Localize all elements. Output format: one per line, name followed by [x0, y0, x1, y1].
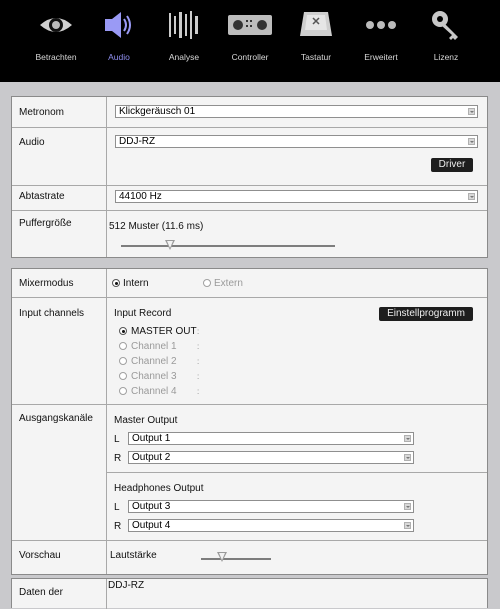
tab-audio[interactable]	[87, 0, 151, 82]
tab-analyse[interactable]	[152, 0, 216, 82]
device-data-label: Daten der	[19, 587, 63, 598]
headphones-l-label: L	[114, 502, 120, 513]
buffer-size-slider-thumb[interactable]	[165, 240, 175, 250]
preferences-toolbar	[0, 0, 500, 82]
buffer-size-row	[12, 211, 487, 257]
tab-betrachten[interactable]	[24, 0, 88, 82]
mixer-mode-row	[12, 269, 487, 297]
input-channel-2-radio[interactable]	[119, 357, 127, 365]
input-channels-label: Input channels	[19, 308, 85, 319]
setup-utility-button[interactable]: Einstellprogramm	[379, 307, 473, 321]
input-channel-3-radio[interactable]	[119, 372, 127, 380]
chevron-down-icon	[404, 522, 411, 529]
input-channel-4-label: Channel 4	[131, 386, 177, 397]
chevron-down-icon	[468, 108, 475, 115]
audio-device-section	[11, 96, 488, 258]
input-channel-2-label: Channel 2	[131, 356, 177, 367]
key-icon	[414, 8, 478, 42]
master-output-title: Master Output	[114, 415, 178, 426]
preview-row	[12, 541, 487, 574]
driver-button[interactable]: Driver	[431, 158, 473, 172]
headphones-output-title: Headphones Output	[114, 483, 204, 494]
preview-volume-label: Lautstärke	[110, 550, 157, 561]
master-l-label: L	[114, 434, 120, 445]
tab-label: Audio	[108, 52, 130, 62]
tab-label: Betrachten	[35, 52, 77, 62]
buffer-size-value: 512 Muster (11.6 ms)	[109, 221, 204, 232]
tab-controller[interactable]	[218, 0, 282, 82]
input-channel-1-label: Channel 1	[131, 341, 177, 352]
mixer-mode-intern-label: Intern	[123, 278, 149, 289]
mixer-mode-intern-radio[interactable]	[112, 279, 120, 287]
tab-label: Lizenz	[433, 52, 459, 62]
tab-label: Controller	[231, 52, 269, 62]
headphones-output-l-dropdown[interactable]: Output 3	[128, 500, 414, 513]
tab-lizenz[interactable]	[414, 0, 478, 82]
headphones-output-r-dropdown[interactable]: Output 4	[128, 519, 414, 532]
input-channel-4-radio[interactable]	[119, 387, 127, 395]
device-data-section	[11, 578, 488, 608]
sample-rate-row	[12, 186, 487, 210]
tab-label: Analyse	[168, 52, 200, 62]
routing-section	[11, 268, 488, 575]
device-data-value: DDJ-RZ	[108, 580, 145, 591]
master-output-l-dropdown[interactable]: Output 1	[128, 432, 414, 445]
audio-label: Audio	[19, 137, 45, 148]
chevron-down-icon	[404, 454, 411, 461]
chevron-down-icon	[468, 138, 475, 145]
chevron-down-icon	[404, 503, 411, 510]
output-channels-row	[12, 405, 487, 540]
buffer-size-slider[interactable]	[121, 245, 335, 247]
speaker-icon	[87, 8, 151, 42]
metronom-label: Metronom	[19, 107, 65, 118]
headphones-r-label: R	[114, 521, 122, 532]
tab-label: Tastatur	[300, 52, 332, 62]
mixer-mode-label: Mixermodus	[19, 278, 74, 289]
tab-erweitert[interactable]	[349, 0, 413, 82]
audio-row	[12, 128, 487, 185]
chevron-down-icon	[468, 193, 475, 200]
preview-label: Vorschau	[19, 550, 61, 561]
input-channel-1-radio[interactable]	[119, 342, 127, 350]
tab-tastatur[interactable]	[284, 0, 348, 82]
audio-device-dropdown[interactable]: DDJ-RZ	[115, 135, 478, 148]
input-channels-row: Input channels Input Record Einstellprogramm MASTER OUT : Channel 1 : Channel 2 : Channel 3 : Channel 4 :	[12, 298, 487, 404]
sample-rate-dropdown[interactable]: 44100 Hz	[115, 190, 478, 203]
mixer-mode-extern-radio[interactable]	[203, 279, 211, 287]
input-record-title: Input Record	[114, 308, 172, 319]
waveform-bars-icon	[152, 8, 216, 42]
three-dots-icon	[349, 8, 413, 42]
mixer-mode-extern-label: Extern	[214, 278, 243, 289]
chevron-down-icon	[404, 435, 411, 442]
input-master-out-radio[interactable]	[119, 327, 127, 335]
preview-volume-slider[interactable]	[201, 558, 271, 560]
tab-label: Erweitert	[364, 52, 398, 62]
metronom-dropdown[interactable]: Klickgeräusch 01	[115, 105, 478, 118]
buffer-size-label: Puffergröße	[19, 218, 72, 229]
metronom-row	[12, 97, 487, 127]
master-output-r-dropdown[interactable]: Output 2	[128, 451, 414, 464]
input-channel-3-label: Channel 3	[131, 371, 177, 382]
output-channels-label: Ausgangskanäle	[19, 413, 93, 424]
eye-icon	[24, 8, 88, 42]
controller-device-icon	[218, 8, 282, 42]
master-r-label: R	[114, 453, 122, 464]
sample-rate-label: Abtastrate	[19, 191, 65, 202]
keyboard-key-icon	[284, 8, 348, 42]
preview-volume-slider-thumb[interactable]	[217, 552, 227, 562]
input-master-out-label: MASTER OUT	[131, 326, 197, 337]
